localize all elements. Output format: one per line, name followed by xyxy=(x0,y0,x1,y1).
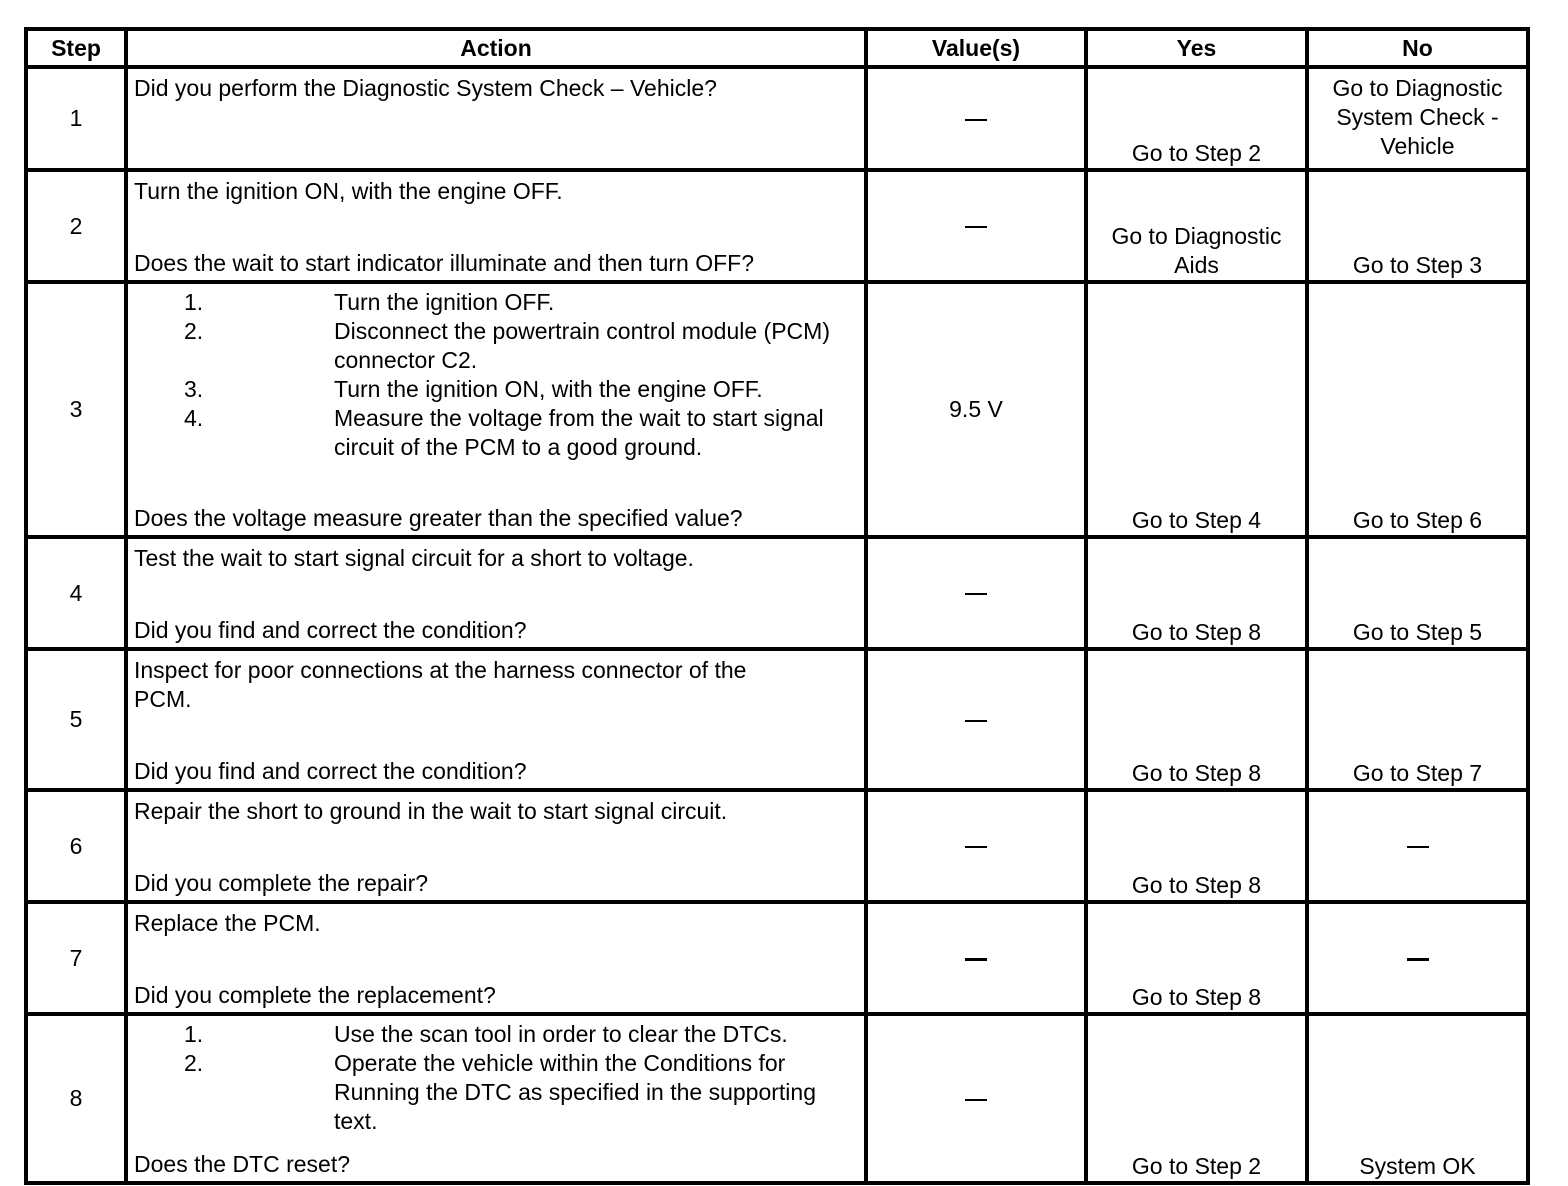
dash-value xyxy=(965,119,987,121)
table-row xyxy=(26,1014,1528,1183)
step-number: 2 xyxy=(26,170,126,282)
value-cell xyxy=(866,790,1086,902)
step-number: 5 xyxy=(26,649,126,790)
value-cell xyxy=(866,537,1086,649)
step-number: 1 xyxy=(26,67,126,170)
action-text: Test the wait to start signal circuit for a short to voltage. xyxy=(134,545,694,571)
list-item: 1. Turn the ignition OFF. xyxy=(184,289,555,315)
yes-cell: Go to Step 2 xyxy=(1086,1014,1307,1183)
no-line: System Check - xyxy=(1336,104,1499,130)
action-question: Did you complete the replacement? xyxy=(134,982,496,1008)
dash-value xyxy=(965,958,987,961)
list-item: 1. Use the scan tool in order to clear the DTCs. xyxy=(184,1021,788,1047)
action-text: Did you perform the Diagnostic System Check – Vehicle? xyxy=(134,75,717,101)
no-cell: Go to Step 3 xyxy=(1307,170,1528,282)
yes-line: Aids xyxy=(1174,252,1219,278)
value-cell xyxy=(866,649,1086,790)
dash-value xyxy=(1407,846,1429,848)
value-cell xyxy=(866,902,1086,1014)
action-question: Did you find and correct the condition? xyxy=(134,617,527,643)
step-number: 3 xyxy=(26,282,126,537)
dash-value xyxy=(965,593,987,595)
yes-cell: Go to Step 4 xyxy=(1086,282,1307,537)
table-row xyxy=(26,790,1528,902)
action-cell xyxy=(126,649,866,790)
action-cell xyxy=(126,537,866,649)
yes-line: Go to Diagnostic xyxy=(1111,223,1282,249)
no-cell: Go to Step 6 xyxy=(1307,282,1528,537)
header-step: Step xyxy=(26,29,126,67)
step-number: 8 xyxy=(26,1014,126,1183)
value-cell: 9.5 V xyxy=(866,282,1086,537)
yes-cell: Go to Step 8 xyxy=(1086,790,1307,902)
header-yes: Yes xyxy=(1086,29,1307,67)
dash-value xyxy=(1407,958,1429,961)
list-item: 2. Operate the vehicle within the Conditions for Running the DTC as specified in the supporting text. xyxy=(184,1050,817,1134)
no-cell xyxy=(1307,790,1528,902)
no-cell xyxy=(1307,67,1528,170)
yes-cell: Go to Step 8 xyxy=(1086,902,1307,1014)
action-text: Turn the ignition ON, with the engine OFF. xyxy=(134,178,563,204)
step-number: 7 xyxy=(26,902,126,1014)
yes-cell: Go to Step 8 xyxy=(1086,649,1307,790)
no-line: Go to Diagnostic xyxy=(1332,75,1503,101)
header-row xyxy=(26,29,1528,67)
list-item: 4. Measure the voltage from the wait to start signal circuit of the PCM to a good ground. xyxy=(184,405,824,460)
dash-value xyxy=(965,846,987,848)
yes-cell: Go to Step 8 xyxy=(1086,537,1307,649)
no-line: Vehicle xyxy=(1380,133,1455,159)
step-number: 4 xyxy=(26,537,126,649)
dash-value xyxy=(965,1099,987,1101)
action-question: Does the wait to start indicator illuminate and then turn OFF? xyxy=(134,250,755,276)
action-text: Inspect for poor connections at the harness connector of the PCM. xyxy=(134,657,747,712)
action-cell xyxy=(126,790,866,902)
yes-cell: Go to Step 2 xyxy=(1086,67,1307,170)
action-question: Did you find and correct the condition? xyxy=(134,758,527,784)
header-action: Action xyxy=(126,29,866,67)
dash-value xyxy=(965,720,987,722)
yes-cell xyxy=(1086,170,1307,282)
action-question: Does the DTC reset? xyxy=(134,1151,351,1177)
table-row xyxy=(26,649,1528,790)
value-cell xyxy=(866,170,1086,282)
action-cell xyxy=(126,902,866,1014)
table-row xyxy=(26,537,1528,649)
action-cell xyxy=(126,1014,866,1183)
header-no: No xyxy=(1307,29,1528,67)
action-question: Does the voltage measure greater than the specified value? xyxy=(134,505,743,531)
substep-list xyxy=(128,1020,864,1136)
action-cell xyxy=(126,282,866,537)
value-cell xyxy=(866,1014,1086,1183)
header-values: Value(s) xyxy=(866,29,1086,67)
action-text: Replace the PCM. xyxy=(134,910,321,936)
action-cell xyxy=(126,67,866,170)
action-question: Did you complete the repair? xyxy=(134,870,429,896)
step-number: 6 xyxy=(26,790,126,902)
no-cell: Go to Step 7 xyxy=(1307,649,1528,790)
no-cell xyxy=(1307,902,1528,1014)
table-row xyxy=(26,170,1528,282)
list-item: 3. Turn the ignition ON, with the engine OFF. xyxy=(184,376,763,402)
action-text: Repair the short to ground in the wait to start signal circuit. xyxy=(134,798,728,824)
no-cell: Go to Step 5 xyxy=(1307,537,1528,649)
table-row xyxy=(26,902,1528,1014)
value-cell xyxy=(866,67,1086,170)
action-cell xyxy=(126,170,866,282)
table-row xyxy=(26,67,1528,170)
table-row xyxy=(26,282,1528,537)
diagnostic-table xyxy=(24,27,1530,1185)
list-item: 2. Disconnect the powertrain control module (PCM) connector C2. xyxy=(184,318,830,373)
dash-value xyxy=(965,226,987,228)
substep-list xyxy=(128,288,864,462)
no-cell: System OK xyxy=(1307,1014,1528,1183)
